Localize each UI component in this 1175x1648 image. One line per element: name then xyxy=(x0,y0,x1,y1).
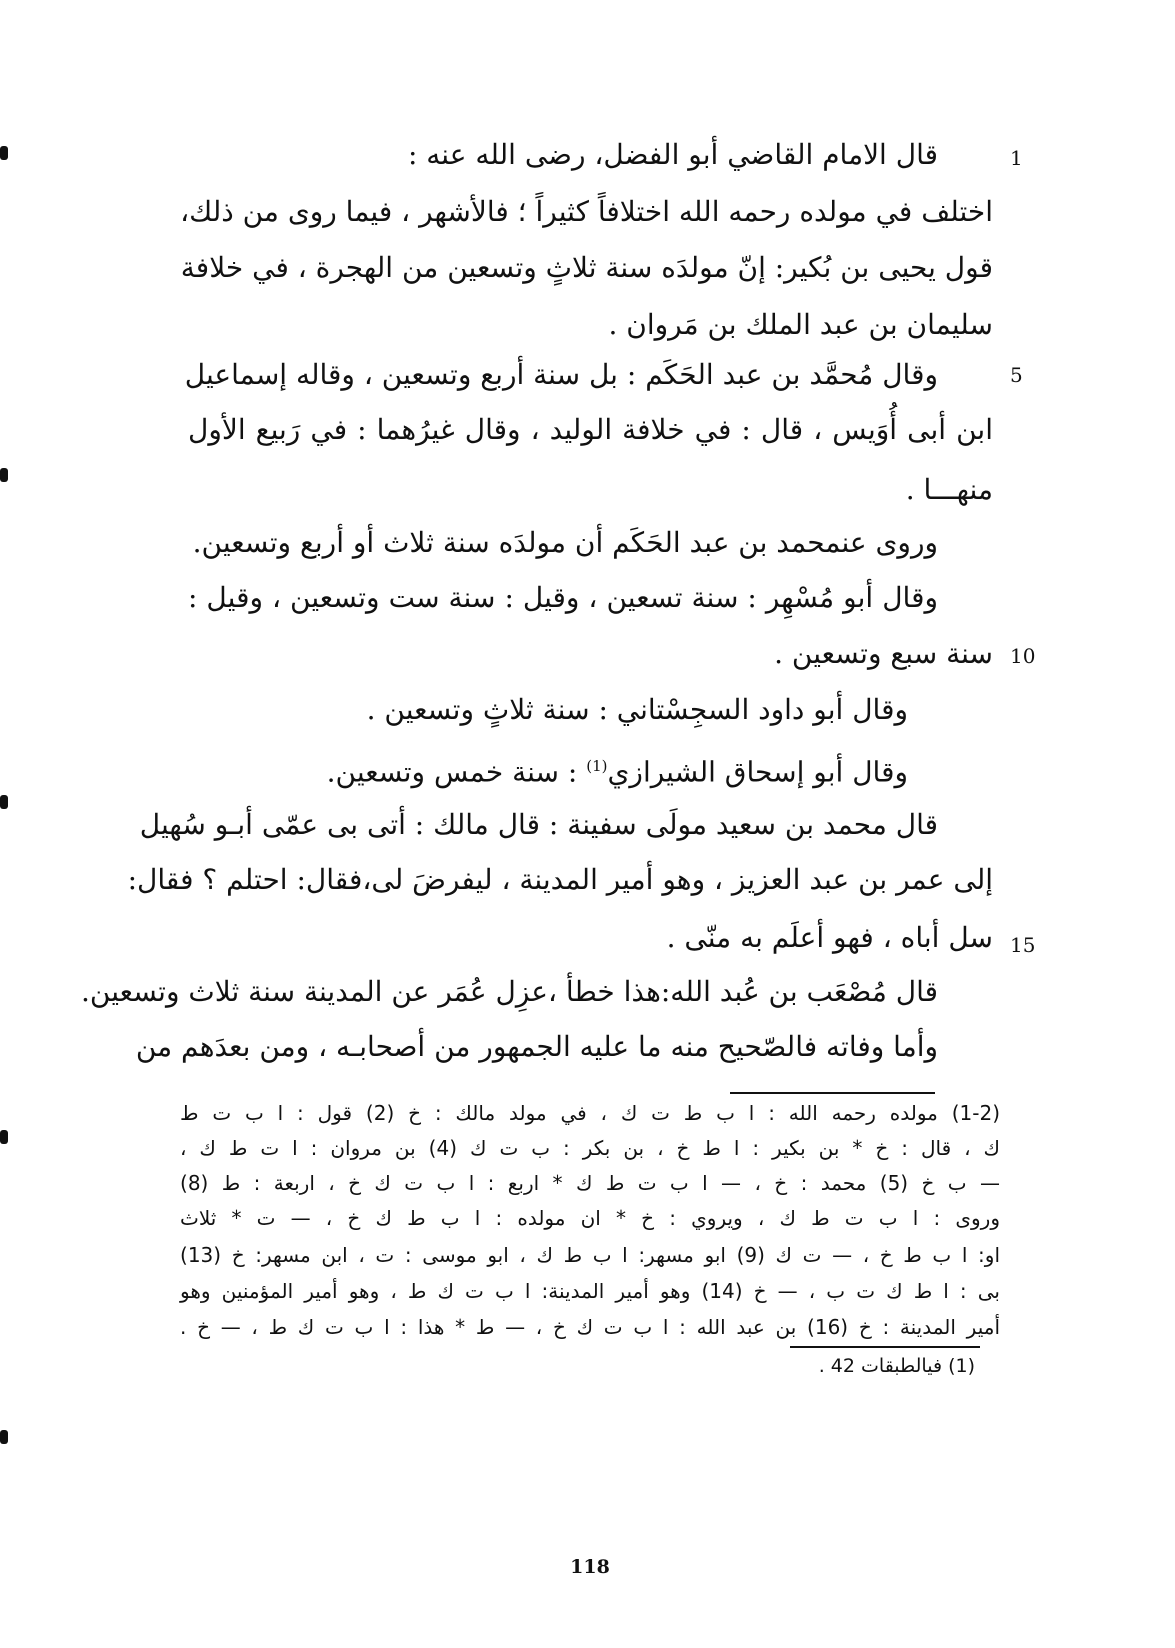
variant-line: ك ، قال : خ * بن بكير : ا ط خ ، بن بكر : ب ت ك (4) بن مروان : ا ت ط ك ، xyxy=(180,1136,1001,1160)
line-number: 10 xyxy=(1010,644,1036,668)
line-number: 15 xyxy=(1010,933,1036,957)
text-line: اختلف في مولده رحمه الله اختلافاً كثيراً ؛ فالأشهر ، فيما روى من ذلك، xyxy=(180,195,993,228)
footnote-rule xyxy=(790,1346,980,1348)
line-number: 1 xyxy=(1010,146,1023,170)
text-line: وأما وفاته فالصّحيح منه ما عليه الجمهور من أصحابـه ، ومن بعدَهم من xyxy=(135,1030,938,1063)
text-line: إلى عمر بن عبد العزيز ، وهو أمير المدينة ، ليفرضَ لى،فقال: احتلم ؟ فقال: xyxy=(127,863,993,896)
text-line: وروى عنمحمد بن عبد الحَكَم أن مولدَه سنة ثلاث أو أربع وتسعين. xyxy=(192,526,938,559)
text-line: وقال مُحمَّد بن عبد الحَكَم : بل سنة أربع وتسعين ، وقاله إسماعيل xyxy=(184,358,938,391)
page-number: 118 xyxy=(570,1556,610,1578)
text-line: قول يحيى بن بُكير: إنّ مولدَه سنة ثلاثٍ وتسعين من الهجرة ، في خلافة xyxy=(180,251,993,284)
text-line: سنة سبع وتسعين . xyxy=(774,637,993,670)
margin-mark xyxy=(0,795,8,809)
footnote: (1) فيالطبقات 42 . xyxy=(818,1355,975,1377)
variant-line: (1-2) مولده رحمه الله : ا ب ط ت ك ، في مولد مالك : خ (2) قول : ا ب ت ط xyxy=(180,1101,1000,1125)
margin-mark xyxy=(0,146,8,160)
footnote-ref: (1) xyxy=(586,757,608,775)
text-line: منهـــا . xyxy=(905,473,993,506)
text-line: وقال أبو داود السجِسْتاني : سنة ثلاثٍ وتسعين . xyxy=(366,693,908,726)
shirazi-tail: : سنة خمس وتسعين. xyxy=(326,755,578,789)
shirazi-text: وقال أبو إسحاق الشيرازي xyxy=(607,755,908,789)
margin-mark xyxy=(0,1130,8,1144)
variant-line: بى : ا ط ك ت ب ، — خ (14) وهو أمير المدينة: ا ب ت ك ط ، وهو أمير المؤمنين وهو xyxy=(180,1279,1000,1303)
variant-line: وروى : ا ب ت ط ك ، ويروي : خ * ان مولده : ا ب ط ك خ ، — ت * ثلاث xyxy=(180,1206,1000,1230)
text-line: ابن أبى أُوَيس ، قال : في خلافة الوليد ، وقال غيرُهما : في رَبيع الأول xyxy=(188,413,993,446)
margin-mark xyxy=(0,468,8,482)
text-line xyxy=(188,746,908,790)
variant-line: او: ا ب ط خ ، — ت ك (9) ابو مسهر: ا ب ط ك ، ابو موسى : ت ، ابن مسهر: خ (13) xyxy=(180,1243,1001,1267)
text-line: قال مُصْعَب بن عُبد الله:هذا خطأ ،عزِل عُمَر عن المدينة سنة ثلاث وتسعين. xyxy=(81,975,938,1008)
variant-line: أمير المدينة : خ (16) بن عبد الله : ا ب ت ك خ ، — ط * هذا : ا ب ت ك ط ، — خ . xyxy=(180,1315,1000,1339)
text-line: سليمان بن عبد الملك بن مَروان . xyxy=(608,308,993,341)
text-line: سل أباه ، فهو أعلَم به منّى . xyxy=(666,921,993,954)
variant-line: — ب خ (5) محمد : خ ، — ا ب ت ط ك * اربع : ا ب ت ك خ ، اربعة : ط (8) xyxy=(180,1171,1000,1195)
line-number: 5 xyxy=(1010,363,1023,387)
margin-mark xyxy=(0,1430,8,1444)
text-line: قال محمد بن سعيد مولَى سفينة : قال مالك : أتى بى عمّى أبـو سُهيل xyxy=(139,808,938,841)
text-line: قال الامام القاضي أبو الفضل، رضى الله عنه : xyxy=(407,138,938,171)
text-line: وقال أبو مُسْهِر : سنة تسعين ، وقيل : سنة ست وتسعين ، وقيل : xyxy=(188,581,938,614)
apparatus-rule xyxy=(730,1092,935,1094)
